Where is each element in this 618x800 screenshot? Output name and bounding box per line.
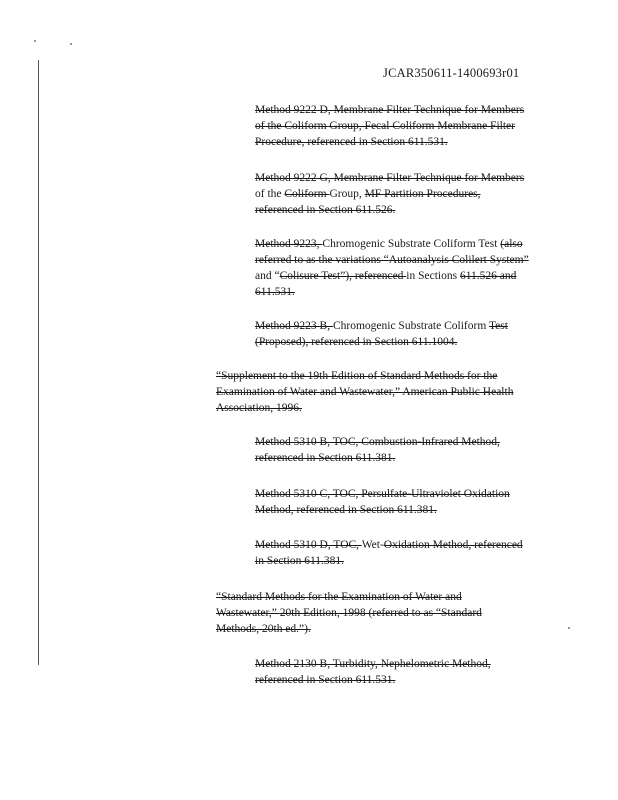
entry-supplement-19th-edition [216, 368, 513, 416]
struck-text: “Standard Methods for the Examination of Water and [216, 591, 462, 603]
text: of the [255, 188, 285, 200]
struck-text: Method 2130 B, Turbidity, Nephelometric Method, [255, 658, 491, 670]
entry-line [216, 400, 513, 416]
struck-text: Method 9222 D, Membrane Filter Technique for Members [255, 104, 525, 116]
entry-line [255, 284, 529, 300]
entry-line [255, 118, 524, 134]
entry-line [255, 672, 491, 688]
struck-text: Method 9223 B, [255, 320, 333, 332]
struck-text: MF Partition Procedures, [364, 188, 481, 200]
entry-standard-methods-20th [216, 589, 482, 637]
struck-text: referenced in Section 611.381. [255, 452, 396, 464]
entry-line [255, 186, 524, 202]
struck-text: Association, 1996. [216, 402, 302, 414]
entry-line [216, 621, 482, 637]
struck-text: Procedure, referenced [255, 136, 359, 148]
struck-text: Methods, 20th ed.”). [216, 623, 311, 635]
struck-text: Examination of Water and Wastewater,” American Public Health [216, 386, 514, 398]
struck-text: Test [488, 320, 508, 332]
struck-text: Method 9222 G, [255, 172, 334, 184]
entry-line [255, 252, 529, 268]
struck-text: (Proposed), referenced in Section 611.1004. [255, 336, 458, 348]
struck-text: Method 9223, [255, 238, 323, 250]
text: Chromogenic Substrate Coliform Test [322, 238, 501, 250]
entry-line [255, 656, 491, 672]
struck-text: Oxidation Method, referenced [383, 539, 523, 551]
entry-line [216, 605, 482, 621]
entry-line [255, 134, 524, 150]
entry-method-9222d [255, 102, 524, 150]
text: Group, [329, 188, 365, 200]
entry-method-5310b [255, 434, 500, 466]
struck-text: (also [500, 238, 523, 250]
entry-line [255, 268, 529, 284]
text: and “ [255, 270, 280, 282]
struck-text: Wastewater,” [216, 607, 280, 619]
entry-line [255, 486, 510, 502]
struck-text: 611.531. [407, 136, 448, 148]
entry-line [255, 434, 500, 450]
entry-line [255, 102, 524, 118]
entry-line [216, 368, 513, 384]
scan-speck [568, 627, 570, 629]
struck-text: referred to as the variations “Autoanalysis Colilert System” [255, 254, 529, 266]
text: in Sections [406, 270, 460, 282]
entry-line [255, 450, 500, 466]
struck-text: in Section [358, 136, 408, 148]
struck-text: Membrane Filter Technique for Members [333, 172, 525, 184]
left-margin-rule [38, 60, 39, 665]
entry-method-5310d [255, 537, 523, 569]
struck-text: Coliform [284, 188, 330, 200]
entry-method-9223b [255, 318, 508, 350]
entry-method-9223 [255, 236, 529, 300]
entry-method-2130b [255, 656, 491, 688]
entry-line [255, 502, 510, 518]
struck-text: 611.526 and [459, 270, 517, 282]
entry-line [216, 589, 482, 605]
struck-text: Method 5310 D, TOC, [255, 539, 362, 551]
struck-text: 20th Edition, 1998 (referred to as “Standard [279, 607, 482, 619]
entry-line [255, 334, 508, 350]
struck-text: of the Coliform Group, Fecal Coliform Membrane Filter [255, 120, 515, 132]
entry-method-9222g [255, 170, 524, 218]
entry-line [255, 318, 508, 334]
text: Chromogenic Substrate Coliform [332, 320, 489, 332]
struck-text: referenced in Section 611.526. [255, 204, 396, 216]
struck-text: Colisure Test”), referenced [279, 270, 407, 282]
struck-text: Method 5310 C, TOC, Persulfate-Ultraviolet Oxidation [255, 488, 510, 500]
entry-line [255, 553, 523, 569]
scan-speck [70, 43, 72, 45]
text: Wet- [361, 539, 384, 551]
struck-text: Method 5310 B, TOC, Combustion-Infrared Method, [255, 436, 500, 448]
document-id: JCAR350611-1400693r01 [383, 66, 520, 80]
struck-text: in Section 611.381. [255, 555, 345, 567]
struck-text: Method, referenced in Section 611.381. [255, 504, 437, 516]
entry-line [255, 537, 523, 553]
scan-speck [34, 40, 36, 42]
struck-text: 611.531. [255, 286, 295, 298]
entry-line [216, 384, 513, 400]
entry-method-5310c [255, 486, 510, 518]
entry-line [255, 236, 529, 252]
entry-line [255, 170, 524, 186]
struck-text: “Supplement to the 19th Edition of Standard Methods for the [216, 370, 498, 382]
entry-line [255, 202, 524, 218]
struck-text: referenced in Section 611.531. [255, 674, 396, 686]
